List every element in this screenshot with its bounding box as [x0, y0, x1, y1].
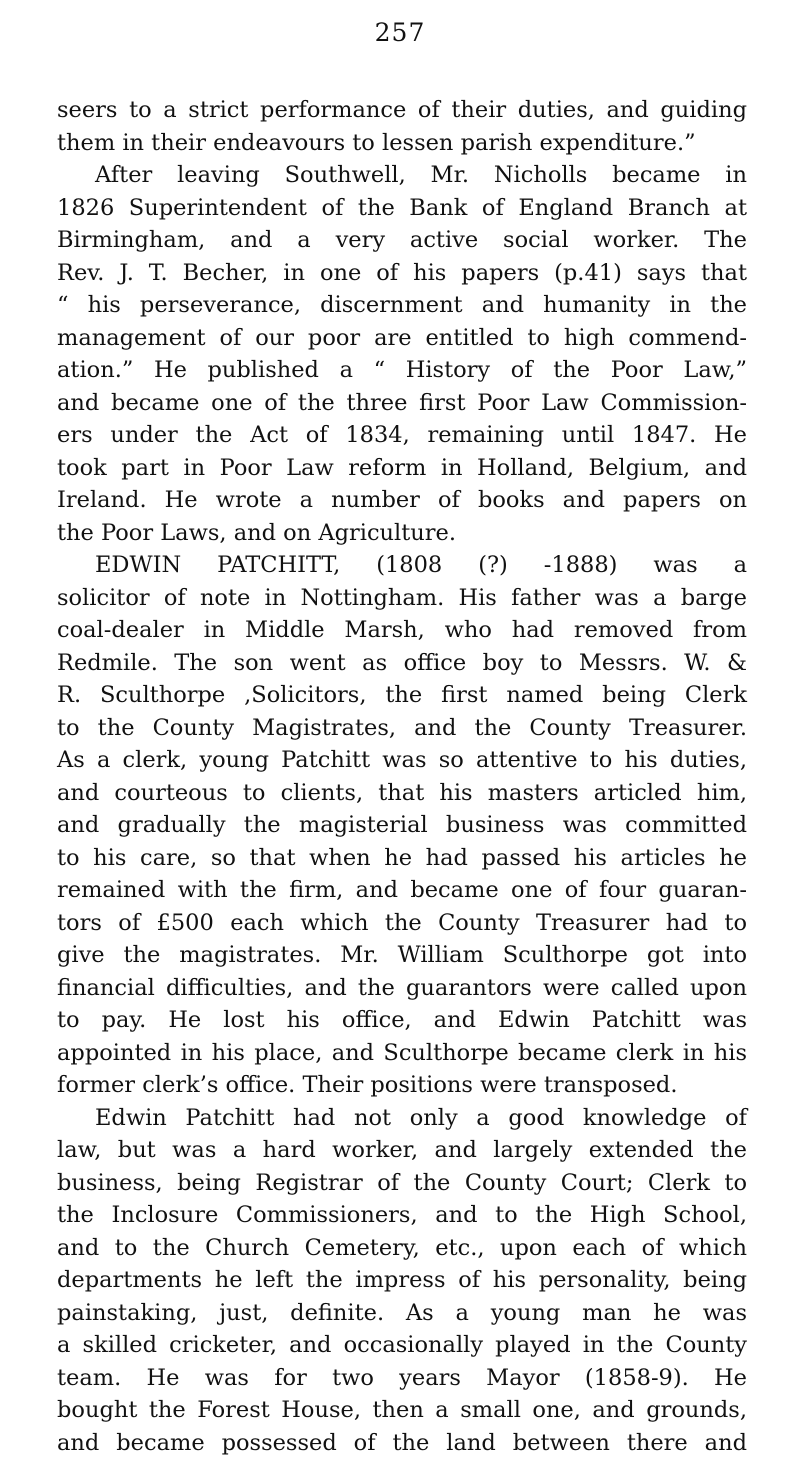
text-line: “ his perseverance, discernment and humanity in the [57, 289, 747, 322]
text-line: and to the Church Cemetery, etc., upon each of which [57, 1232, 747, 1265]
text-line: and became possessed of the land between there and [57, 1427, 747, 1459]
text-line: financial difficulties, and the guarantors were called upon [57, 972, 747, 1005]
text-line: Edwin Patchitt had not only a good knowledge of [57, 1102, 747, 1135]
text-line: business, being Registrar of the County Court; Clerk to [57, 1167, 747, 1200]
body-text [57, 94, 747, 1459]
text-line: law, but was a hard worker, and largely extended the [57, 1134, 747, 1167]
text-line: former clerk’s office. Their positions were transposed. [57, 1069, 747, 1102]
text-line: the Poor Laws, and on Agriculture. [57, 517, 747, 550]
text-line: coal-dealer in Middle Marsh, who had removed from [57, 614, 747, 647]
text-line: them in their endeavours to lessen parish expenditure.” [57, 127, 747, 160]
text-line: remained with the firm, and became one of four guaran- [57, 874, 747, 907]
text-line: and courteous to clients, that his masters articled him, [57, 777, 747, 810]
page-number: 257 [0, 18, 800, 47]
text-line: a skilled cricketer, and occasionally played in the County [57, 1329, 747, 1362]
text-line: team. He was for two years Mayor (1858-9). He [57, 1362, 747, 1395]
text-line: R. Sculthorpe ,Solicitors, the first named being Clerk [57, 679, 747, 712]
text-line: took part in Poor Law reform in Holland, Belgium, and [57, 452, 747, 485]
text-line: painstaking, just, definite. As a young man he was [57, 1297, 747, 1330]
text-line: to the County Magistrates, and the County Treasurer. [57, 712, 747, 745]
text-line: EDWIN PATCHITT, (1808 (?) -1888) was a [57, 549, 747, 582]
text-line: seers to a strict performance of their duties, and guiding [57, 94, 747, 127]
text-line: give the magistrates. Mr. William Sculthorpe got into [57, 939, 747, 972]
text-line: Ireland. He wrote a number of books and papers on [57, 484, 747, 517]
text-line: Redmile. The son went as office boy to Messrs. W. & [57, 647, 747, 680]
text-line: Rev. J. T. Becher, in one of his papers (p.41) says that [57, 257, 747, 290]
text-line: management of our poor are entitled to high commend- [57, 322, 747, 355]
text-line: ers under the Act of 1834, remaining until 1847. He [57, 419, 747, 452]
text-line: ation.” He published a “ History of the Poor Law,” [57, 354, 747, 387]
text-line: departments he left the impress of his personality, being [57, 1264, 747, 1297]
text-line: and gradually the magisterial business was committed [57, 809, 747, 842]
text-line: solicitor of note in Nottingham. His father was a barge [57, 582, 747, 615]
text-line: bought the Forest House, then a small one, and grounds, [57, 1394, 747, 1427]
text-line: to his care, so that when he had passed his articles he [57, 842, 747, 875]
text-line: appointed in his place, and Sculthorpe became clerk in his [57, 1037, 747, 1070]
text-line: Birmingham, and a very active social worker. The [57, 224, 747, 257]
text-line: to pay. He lost his office, and Edwin Patchitt was [57, 1004, 747, 1037]
text-line: the Inclosure Commissioners, and to the High School, [57, 1199, 747, 1232]
text-line: As a clerk, young Patchitt was so attentive to his duties, [57, 744, 747, 777]
text-line: and became one of the three first Poor Law Commission- [57, 387, 747, 420]
text-line: tors of £500 each which the County Treasurer had to [57, 907, 747, 940]
text-line: 1826 Superintendent of the Bank of England Branch at [57, 192, 747, 225]
text-line: After leaving Southwell, Mr. Nicholls became in [57, 159, 747, 192]
